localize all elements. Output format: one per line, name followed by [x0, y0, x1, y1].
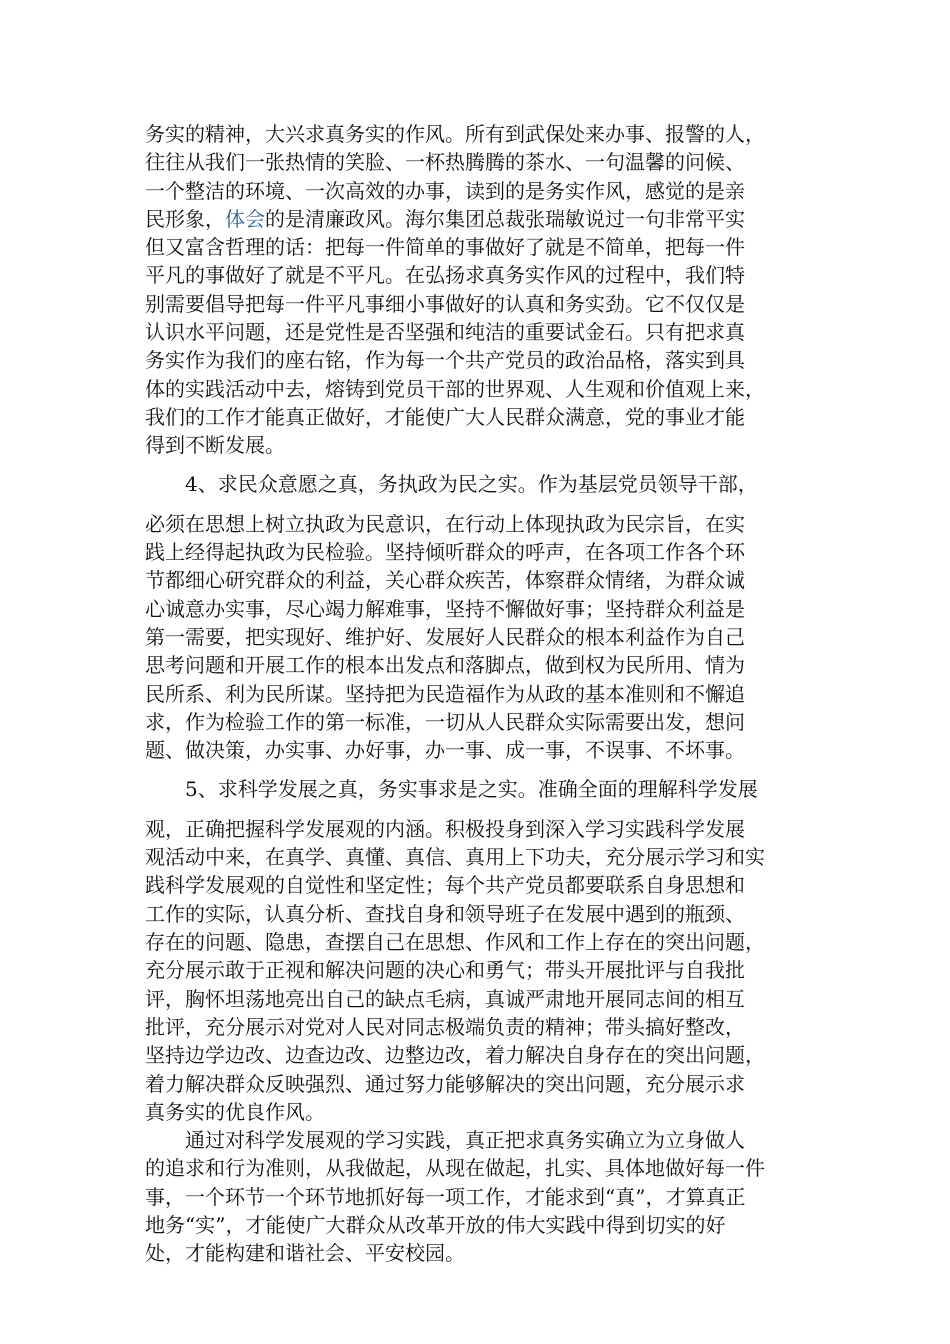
text-line: 第一需要，把实现好、维护好、发展好人民群众的根本利益作为自己: [145, 625, 745, 650]
paragraph-section4: [145, 470, 810, 765]
text-line: 思考问题和开展工作的根本出发点和落脚点，做到权为民所用、情为: [145, 653, 745, 678]
text-line: 存在的问题、隐患，查摆自己在思想、作风和工作上存在的突出问题，: [145, 930, 765, 955]
text-line: 务实作为我们的座右铭，作为每一个共产党员的政治品格，落实到具: [145, 348, 745, 373]
text-line: 批评，充分展示对党对人民对同志极端负责的精神；带头搞好整改，: [145, 1014, 745, 1039]
text-segment: 民形象，: [145, 206, 225, 231]
text-line: 往往从我们一张热情的笑脸、一杯热腾腾的茶水、一句温馨的问候、: [145, 150, 745, 175]
text-line: 题、做决策，办实事、办好事，办一事、成一事，不误事、不坏事。: [145, 738, 745, 763]
section-heading-4: 4、求民众意愿之真，务执政为民之实。作为基层党员领导干部，: [185, 471, 758, 496]
paragraph-conclusion: [145, 1126, 810, 1267]
text-line: 务实的精神，大兴求真务实的作风。所有到武保处来办事、报警的人，: [145, 122, 765, 146]
text-line: 充分展示敢于正视和解决问题的决心和勇气；带头开展批评与自我批: [145, 958, 745, 983]
text-line: 工作的实际，认真分析、查找自身和领导班子在发展中遇到的瓶颈、: [145, 901, 745, 926]
text-line: 得到不断发展。: [145, 433, 285, 458]
text-line: 别需要倡导把每一件平凡事细小事做好的认真和务实劲。它不仅仅是: [145, 291, 745, 316]
text-line: 观，正确把握科学发展观的内涵。积极投身到深入学习实践科学发展: [145, 816, 745, 841]
text-line: 践科学发展观的自觉性和坚定性；每个共产党员都要联系自身思想和: [145, 873, 745, 898]
text-line: 评，胸怀坦荡地亮出自己的缺点毛病，真诚严肃地开展同志间的相互: [145, 986, 745, 1011]
text-line: 但又富含哲理的话：把每一件简单的事做好了就是不简单，把每一件: [145, 235, 745, 260]
text-line-with-link: [145, 205, 810, 233]
section-heading-5: 5、求科学发展之真，务实事求是之实。准确全面的理解科学发展: [185, 776, 758, 801]
text-line: 一个整洁的环境、一次高效的办事，读到的是务实作风，感觉的是亲: [145, 178, 745, 203]
text-line: 求，作为检验工作的第一标准，一切从人民群众实际需要出发，想问: [145, 709, 745, 734]
text-line: 观活动中来，在真学、真懂、真信、真用上下功夫，充分展示学习和实: [145, 845, 765, 870]
text-segment: 的是清廉政风。海尔集团总裁张瑞敏说过一句非常平实: [265, 206, 745, 231]
link-tihui[interactable]: 体会: [225, 206, 265, 231]
text-line: 心诚意办实事，尽心竭力解难事，坚持不懈做好事；坚持群众利益是: [145, 596, 745, 621]
text-line: 地务“实”，才能使广大群众从改革开放的伟大实践中得到切实的好: [145, 1212, 726, 1237]
text-line: 真务实的优良作风。: [145, 1099, 325, 1124]
text-line: 处，才能构建和谐社会、平安校园。: [145, 1241, 465, 1266]
text-line: 我们的工作才能真正做好，才能使广大人民群众满意，党的事业才能: [145, 404, 745, 429]
document-page: [145, 120, 810, 1268]
text-line: 认识水平问题，还是党性是否坚强和纯洁的重要试金石。只有把求真: [145, 320, 745, 345]
spacer: [145, 498, 810, 510]
text-line: 必须在思想上树立执政为民意识，在行动上体现执政为民宗旨，在实: [145, 511, 745, 536]
text-line: 体的实践活动中去，熔铸到党员干部的世界观、人生观和价值观上来，: [145, 376, 765, 401]
paragraph-section5: [145, 775, 810, 1127]
text-line-indented: 通过对科学发展观的学习实践，真正把求真务实确立为立身做人: [185, 1128, 745, 1153]
spacer: [145, 803, 810, 815]
text-line: 践上经得起执政为民检验。坚持倾听群众的呼声，在各项工作各个环: [145, 540, 745, 565]
text-line: 平凡的事做好了就是不平凡。在弘扬求真务实作风的过程中，我们特: [145, 263, 745, 288]
text-line: 坚持边学边改、边查边改、边整边改，着力解决自身存在的突出问题，: [145, 1043, 765, 1068]
text-line: 民所系、利为民所谋。坚持把为民造福作为从政的基本准则和不懈追: [145, 681, 745, 706]
text-line: 着力解决群众反映强烈、通过努力能够解决的突出问题，充分展示求: [145, 1071, 745, 1096]
spacer: [145, 765, 810, 775]
text-line: 节都细心研究群众的利益，关心群众疾苦，体察群众情绪，为群众诚: [145, 568, 745, 593]
text-line: 事，一个环节一个环节地抓好每一项工作，才能求到“真”，才算真正: [145, 1184, 746, 1209]
paragraph-section3-tail: [145, 120, 810, 460]
text-line: 的追求和行为准则，从我做起，从现在做起，扎实、具体地做好每一件: [145, 1156, 765, 1181]
spacer: [145, 460, 810, 470]
